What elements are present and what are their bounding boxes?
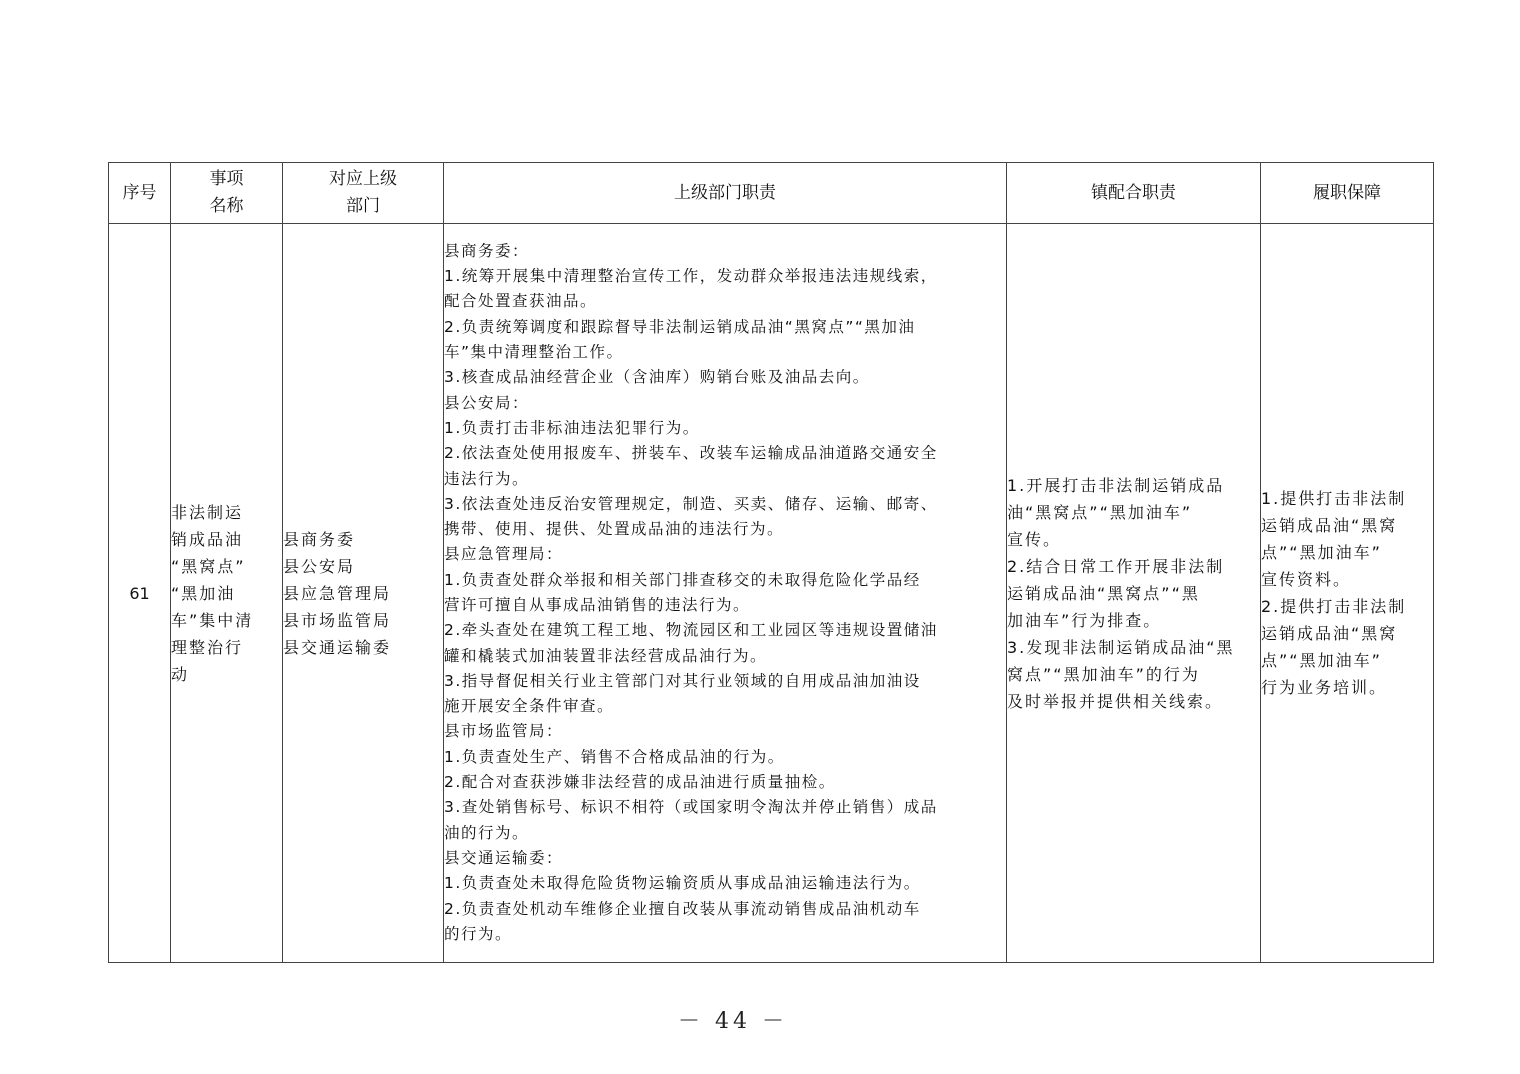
header-item-name <box>171 163 283 224</box>
town-duty-line: 宣传。 <box>1007 529 1062 549</box>
header-town-duties: 镇配合职责 <box>1007 163 1261 224</box>
upper-duty-line: 违法行为。 <box>444 469 530 488</box>
upper-duty-line: 1.统筹开展集中清理整治宣传工作，发动群众举报违法违规线索， <box>444 267 938 286</box>
row-town-duties <box>1007 224 1261 963</box>
header-serial-number: 序号 <box>109 163 171 224</box>
item-name-line: 非法制运 <box>171 502 244 522</box>
guarantee-line: 运销成品油“黑窝 <box>1261 624 1398 643</box>
row-performance-guarantee <box>1261 224 1434 963</box>
item-name-line: “黑加油 <box>171 583 236 603</box>
header-upper-department-line: 对应上级 <box>329 169 397 189</box>
header-item-name-line: 事项 <box>209 169 244 189</box>
guarantee-line: 点”“黑加油车” <box>1261 651 1382 670</box>
row-serial-number: 61 <box>109 224 171 963</box>
guarantee-line: 1.提供打击非法制 <box>1261 489 1407 508</box>
upper-duty-line: 3.核查成品油经营企业（含油库）购销台账及油品去向。 <box>444 368 870 387</box>
upper-duty-line: 的行为。 <box>444 924 513 943</box>
department-line: 县市场监管局 <box>283 610 392 630</box>
header-item-name-line: 名称 <box>209 196 244 216</box>
upper-duty-line: 1.负责打击非标油违法犯罪行为。 <box>444 418 700 437</box>
upper-duty-line: 车”集中清理整治工作。 <box>444 343 624 362</box>
header-performance-guarantee: 履职保障 <box>1261 163 1434 224</box>
upper-duty-line: 1.负责查处未取得危险货物运输资质从事成品油运输违法行为。 <box>444 874 921 893</box>
town-duty-line: 窝点”“黑加油车”的行为 <box>1007 664 1200 684</box>
guarantee-line: 宣传资料。 <box>1261 570 1352 589</box>
row-upper-departments <box>283 224 444 963</box>
town-duty-line: 及时举报并提供相关线索。 <box>1007 691 1224 711</box>
upper-duty-line: 县交通运输委： <box>444 848 564 867</box>
table-row <box>109 224 1434 963</box>
upper-duty-line: 1.负责查处群众举报和相关部门排查移交的未取得危险化学品经 <box>444 570 921 589</box>
guarantee-line: 2.提供打击非法制 <box>1261 597 1407 616</box>
upper-duty-line: 县商务委： <box>444 241 530 260</box>
upper-duty-line: 2.配合对查获涉嫌非法经营的成品油进行质量抽检。 <box>444 773 836 792</box>
department-line: 县商务委 <box>283 529 356 549</box>
upper-duty-line: 3.依法查处违反治安管理规定，制造、买卖、储存、运输、邮寄、 <box>444 494 938 513</box>
upper-duty-line: 配合处置查获油品。 <box>444 292 598 311</box>
item-name-line: 动 <box>171 664 190 684</box>
upper-duty-line: 营许可擅自从事成品油销售的违法行为。 <box>444 596 751 614</box>
upper-duty-line: 县公安局： <box>444 393 530 412</box>
upper-duty-line: 县应急管理局： <box>444 545 564 564</box>
upper-duty-line: 2.负责统筹调度和跟踪督导非法制运销成品油“黑窝点”“黑加油 <box>444 317 916 336</box>
town-duty-line: 运销成品油“黑窝点”“黑 <box>1007 583 1200 603</box>
upper-duty-line: 3.查处销售标号、标识不相符（或国家明令淘汰并停止销售）成品 <box>444 798 938 817</box>
guarantee-line: 点”“黑加油车” <box>1261 543 1382 562</box>
upper-duty-line: 罐和橇装式加油装置非法经营成品油行为。 <box>444 646 768 665</box>
header-upper-duties: 上级部门职责 <box>444 163 1007 224</box>
upper-duty-line: 油的行为。 <box>444 823 530 842</box>
header-upper-department-line: 部门 <box>346 196 380 216</box>
upper-duty-line: 2.牵头查处在建筑工程工地、物流园区和工业园区等违规设置储油 <box>444 621 938 640</box>
table-header-row <box>109 163 1434 224</box>
town-duty-line: 3.发现非法制运销成品油“黑 <box>1007 637 1235 657</box>
town-duty-line: 1.开展打击非法制运销成品 <box>1007 475 1225 495</box>
guarantee-line: 行为业务培训。 <box>1261 678 1388 697</box>
item-name-line: 销成品油 <box>171 529 244 549</box>
upper-duty-line: 2.依法查处使用报废车、拼装车、改装车运输成品油道路交通安全 <box>444 444 938 463</box>
row-upper-duties <box>444 224 1007 963</box>
row-item-name <box>171 224 283 963</box>
page-number: － 44 － <box>678 1009 788 1034</box>
town-duty-line: 2.结合日常工作开展非法制 <box>1007 556 1225 576</box>
upper-duty-line: 1.负责查处生产、销售不合格成品油的行为。 <box>444 747 785 766</box>
town-duty-line: 油“黑窝点”“黑加油车” <box>1007 502 1193 522</box>
item-name-line: 理整治行 <box>171 637 244 657</box>
department-line: 县公安局 <box>283 556 356 576</box>
upper-duty-line: 县市场监管局： <box>444 722 564 741</box>
guarantee-line: 运销成品油“黑窝 <box>1261 516 1398 535</box>
department-line: 县应急管理局 <box>283 583 392 603</box>
department-line: 县交通运输委 <box>283 637 392 657</box>
header-upper-department <box>283 163 444 224</box>
town-duty-line: 加油车”行为排查。 <box>1007 610 1162 630</box>
upper-duty-line: 施开展安全条件审查。 <box>444 697 615 716</box>
upper-duty-line: 2.负责查处机动车维修企业擅自改装从事流动销售成品油机动车 <box>444 899 921 918</box>
duties-table <box>108 162 1434 963</box>
upper-duty-line: 3.指导督促相关行业主管部门对其行业领域的自用成品油加油设 <box>444 671 921 690</box>
item-name-line: “黑窝点” <box>171 556 246 576</box>
upper-duty-line: 携带、使用、提供、处置成品油的违法行为。 <box>444 520 785 539</box>
item-name-line: 车”集中清 <box>171 610 254 630</box>
